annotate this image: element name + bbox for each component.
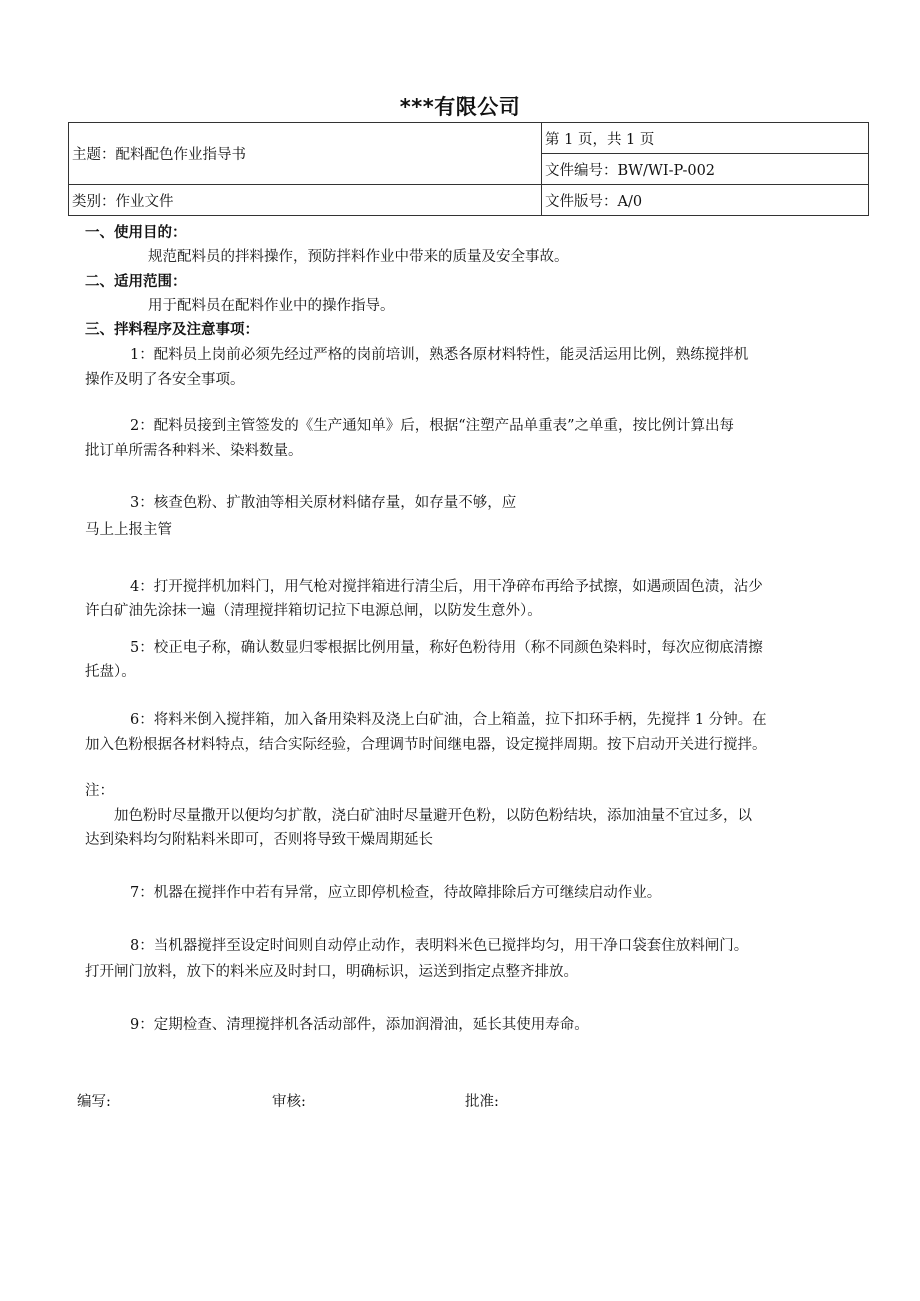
step-4-line-1: 4：打开搅拌机加料门，用气枪对搅拌箱进行清尘后，用干净碎布再给予拭擦，如遇顽固色渍，沾少 <box>130 579 763 595</box>
page-info-cell: 第 1 页，共 1 页 <box>542 123 869 154</box>
step-2-line-2: 批订单所需各种料米、染料数量。 <box>85 443 303 459</box>
step-3-line-1: 3：核查色粉、扩散油等相关原材料储存量，如存量不够，应 <box>130 495 517 511</box>
step-1-line-2: 操作及明了各安全事项。 <box>85 372 245 388</box>
step-9-line-1: 9：定期检查、清理搅拌机各活动部件，添加润滑油，延长其使用寿命。 <box>130 1017 589 1033</box>
step-7-line-1: 7：机器在搅拌作中若有异常，应立即停机检查，待故障排除后方可继续启动作业。 <box>130 885 662 901</box>
step-2-line-1: 2：配料员接到主管签发的《生产通知单》后，根据“注塑产品单重表”之单重，按比例计算出每 <box>130 418 735 434</box>
note-line-2: 达到染料均匀附粘料米即可，否则将导致干燥周期延长 <box>85 832 433 848</box>
note-label: 注： <box>85 783 114 799</box>
purpose-heading: 一、使用目的： <box>85 225 187 241</box>
reviewer-signature-label: 审核: <box>272 1094 306 1110</box>
step-6-line-2: 加入色粉根据各材料特点，结合实际经验，合理调节时间继电器，设定搅拌周期。按下启动开关进行搅拌。 <box>85 737 767 753</box>
purpose-text: 规范配料员的拌料操作，预防拌料作业中带来的质量及安全事故。 <box>148 249 569 265</box>
step-8-line-1: 8：当机器搅拌至设定时间则自动停止动作，表明料米色已搅拌均匀，用干净口袋套住放料闸门。 <box>130 938 749 954</box>
subject-cell: 主题：配料配色作业指导书 <box>69 123 542 185</box>
doc-version-cell: 文件版号：A/0 <box>542 185 869 216</box>
note-line-1: 加色粉时尽量撒开以便均匀扩散，浇白矿油时尽量避开色粉，以防色粉结块，添加油量不宜过多，以 <box>114 808 752 824</box>
document-header-table <box>68 122 869 216</box>
approver-signature-label: 批准: <box>465 1094 499 1110</box>
scope-text: 用于配料员在配料作业中的操作指导。 <box>148 298 395 314</box>
step-3-line-2: 马上上报主管 <box>85 522 172 538</box>
step-1-line-1: 1：配料员上岗前必须先经过严格的岗前培训，熟悉各原材料特性，能灵活运用比例，熟练搅拌机 <box>130 347 749 363</box>
author-signature-label: 编写: <box>77 1094 111 1110</box>
step-5-line-1: 5：校正电子称，确认数显归零根据比例用量，称好色粉待用（称不同颜色染料时，每次应彻底清擦 <box>130 640 763 656</box>
category-cell: 类别：作业文件 <box>69 185 542 216</box>
scope-heading: 二、适用范围： <box>85 274 187 290</box>
doc-number-cell: 文件编号：BW/WI-P-002 <box>542 154 869 185</box>
step-6-line-1: 6：将料米倒入搅拌箱，加入备用染料及浇上白矿油，合上箱盖，拉下扣环手柄，先搅拌 1 分钟。在 <box>130 712 767 728</box>
procedure-heading: 三、拌料程序及注意事项： <box>85 322 259 338</box>
step-5-line-2: 托盘）。 <box>85 664 136 680</box>
step-8-line-2: 打开闸门放料，放下的料米应及时封口，明确标识，运送到指定点整齐排放。 <box>85 964 578 980</box>
company-title: ***有限公司 <box>399 95 521 119</box>
step-4-line-2: 许白矿油先涂抹一遍（清理搅拌箱切记拉下电源总闸，以防发生意外）。 <box>85 603 542 619</box>
